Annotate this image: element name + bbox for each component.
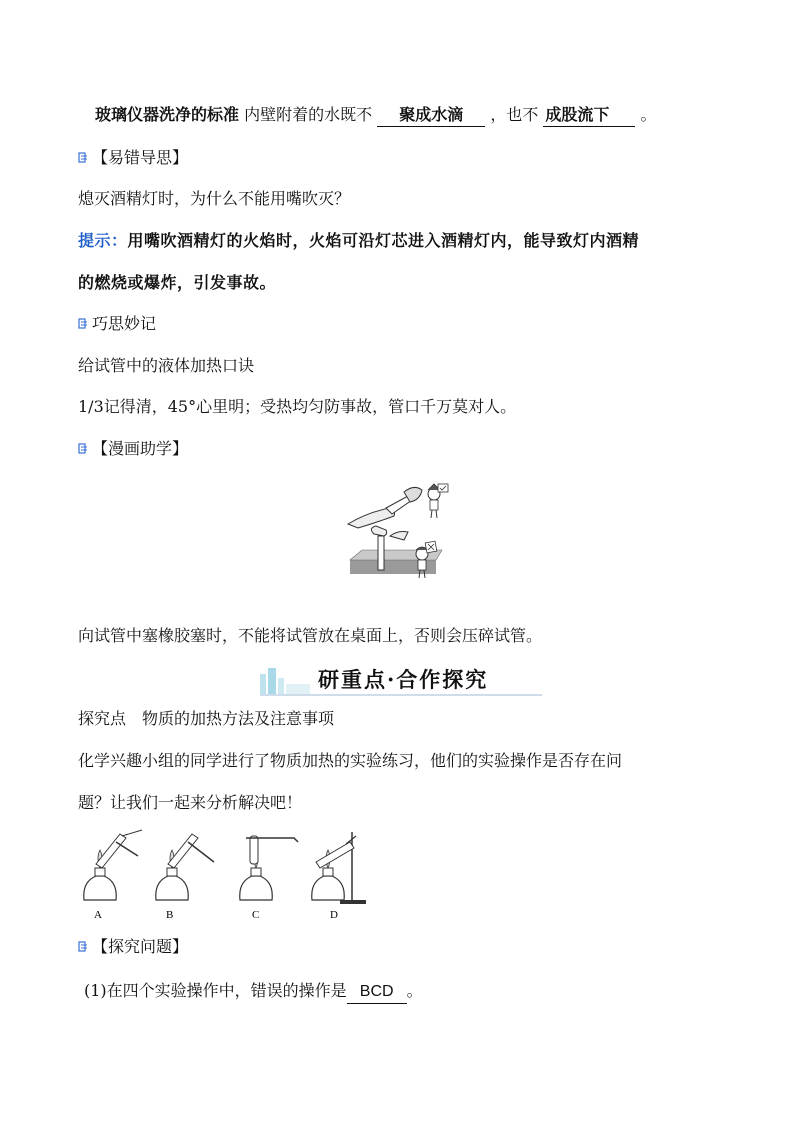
explore-point: 探究点 物质的加热方法及注意事项 bbox=[78, 709, 335, 728]
hint-text-1: 用嘴吹酒精灯的火焰时，火焰可沿灯芯进入酒精灯内，能导致灯内酒精 bbox=[127, 231, 640, 250]
bookmark-icon bbox=[78, 318, 88, 330]
apparatus-a bbox=[84, 830, 142, 921]
memo-line-1: 给试管中的液体加热口诀 bbox=[78, 356, 255, 375]
question-1-prefix: (1)在四个实验操作中，错误的操作是 bbox=[84, 981, 347, 1000]
comic-illustration bbox=[338, 478, 458, 598]
standard-text-1: 内壁附着的水既不 bbox=[244, 105, 373, 124]
figure-label-b: B bbox=[166, 909, 174, 921]
answer-blank-1: 聚成水滴 bbox=[377, 104, 485, 127]
question-1-end: 。 bbox=[406, 981, 423, 1000]
error-section-title bbox=[78, 147, 188, 169]
bookmark-icon bbox=[78, 152, 88, 164]
section-banner bbox=[258, 660, 544, 700]
memo-line-2: 1/3记得清，45°心里明；受热均匀防事故，管口千万莫对人。 bbox=[78, 397, 517, 416]
error-title-text: 【易错导思】 bbox=[92, 148, 189, 167]
memo-title-text: 巧思妙记 bbox=[92, 314, 157, 333]
heating-apparatus-figure bbox=[76, 828, 366, 924]
comic-section-title bbox=[78, 438, 188, 460]
explore-intro-2: 题？让我们一起来分析解决吧！ bbox=[78, 793, 303, 812]
bookmark-icon bbox=[78, 941, 88, 953]
comic-caption: 向试管中塞橡胶塞时，不能将试管放在桌面上，否则会压碎试管。 bbox=[78, 626, 543, 645]
figure-label-d: D bbox=[330, 909, 338, 921]
hint-label: 提示： bbox=[78, 231, 128, 250]
answer-blank-2: 成股流下 bbox=[543, 104, 635, 127]
hint-line-2: 的燃烧或爆炸，引发事故。 bbox=[78, 273, 277, 292]
memo-section-title bbox=[78, 313, 156, 335]
figure-label-a: A bbox=[94, 909, 102, 921]
figure-label-c: C bbox=[252, 909, 260, 921]
bookmark-icon bbox=[78, 443, 88, 455]
question-section-title bbox=[78, 936, 188, 958]
explore-intro-1: 化学兴趣小组的同学进行了物质加热的实验练习，他们的实验操作是否存在问 bbox=[78, 751, 623, 770]
question-1 bbox=[84, 980, 423, 1004]
banner-title: 研重点·合作探究 bbox=[318, 667, 489, 692]
apparatus-b bbox=[156, 834, 214, 921]
cleaning-standard-line bbox=[95, 104, 657, 127]
question-title-text: 【探究问题】 bbox=[92, 937, 189, 956]
apparatus-d bbox=[312, 832, 366, 921]
hint-line-1 bbox=[78, 230, 639, 252]
standard-label: 玻璃仪器洗净的标准 bbox=[95, 105, 240, 124]
error-question: 熄灭酒精灯时，为什么不能用嘴吹灭？ bbox=[78, 189, 351, 208]
question-1-answer: BCD bbox=[347, 981, 407, 1004]
apparatus-c bbox=[240, 836, 298, 921]
comic-title-text: 【漫画助学】 bbox=[92, 439, 189, 458]
standard-end: 。 bbox=[640, 105, 657, 124]
standard-text-2: ，也不 bbox=[490, 105, 539, 124]
